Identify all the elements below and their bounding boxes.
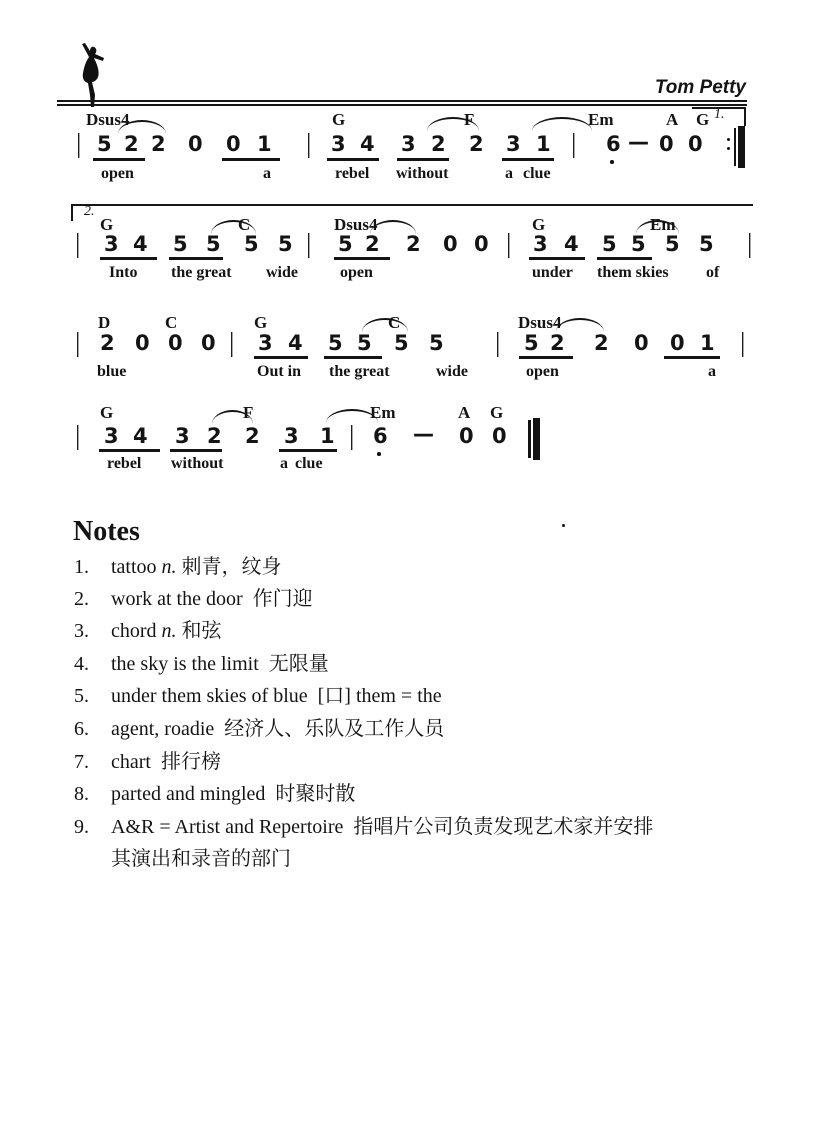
chord-label: Em [650,215,676,234]
top-rule-upper [57,100,747,102]
note-digit: 3 [104,232,119,256]
note-digit: 0 [443,232,458,256]
chord-label: Dsus4 [334,215,378,234]
note-digit: 5 [524,331,539,355]
note-item-en: parted and mingled 时聚时散 [111,783,356,805]
note-item-en: agent, roadie 经济人、乐队及工作人员 [111,718,445,740]
beam-line [169,257,223,260]
barline: | [495,327,501,357]
note-digit: 5 [394,331,409,355]
lyric-word: without [396,165,449,182]
volta1-bracket-tick [744,107,746,126]
note-digit: 6 [606,132,621,156]
note-item-zh: 其演出和录音的部门 [111,848,291,870]
lyric-word: a [505,165,513,182]
beam-line [327,158,379,161]
barline: | [349,420,355,450]
note-digit: 5 [97,132,112,156]
lyric-word: wide [436,363,468,380]
note-digit: 0 [474,232,489,256]
note-item-pos: n. [161,556,177,578]
note-digit: 1 [320,424,335,448]
lyric-word: open [526,363,559,380]
note-digit: 4 [133,232,148,256]
note-item-text [111,620,771,642]
beam-line [93,158,145,161]
lyric-word: a [708,363,716,380]
note-digit: 5 [357,331,372,355]
beam-line [529,257,585,260]
stray-dot [562,524,565,527]
octave-dot [377,452,381,456]
note-item-pos: n. [161,620,177,642]
lyric-word: open [340,264,373,281]
chord-label: G [254,313,268,332]
note-digit: 0 [459,424,474,448]
lyric-word: clue [523,165,551,182]
note-item-en: chord [111,620,162,642]
dancer-icon [76,42,110,108]
note-item-zh: 刺青，纹身 [176,556,282,578]
note-digit: 2 [207,424,222,448]
note-item-number: 3. [74,620,89,642]
beam-line [254,356,308,359]
note-digit: 5 [206,232,221,256]
slur-arc [532,117,592,131]
chord-label: Em [588,110,614,129]
barline: | [76,128,82,158]
note-item-en: work at the door 作门迎 [111,588,313,610]
note-digit: 5 [338,232,353,256]
beam-line [100,257,157,260]
duration-dash: — [413,422,434,446]
chord-label: Dsus4 [518,313,562,332]
chord-label: A [666,110,679,129]
note-digit: 0 [659,132,674,156]
chord-label: C [238,215,251,234]
lyric-word: a [263,165,271,182]
note-item-text [111,685,771,707]
note-item-en: tattoo [111,556,162,578]
beam-line [99,449,160,452]
volta2-label: 2. [84,204,95,219]
volta2-bracket [71,204,753,206]
barline: | [75,228,81,258]
barline: | [740,327,746,357]
note-digit: 0 [634,331,649,355]
note-digit: 1 [536,132,551,156]
note-digit: 2 [406,232,421,256]
note-item-en: chart 排行榜 [111,751,221,773]
note-digit: 6 [373,424,388,448]
beam-line [597,257,652,260]
note-item-en: the sky is the limit 无限量 [111,653,329,675]
chord-label: Em [370,403,396,422]
note-item-text [111,718,771,740]
lyric-word: blue [97,363,127,380]
barline: | [571,128,577,158]
duration-dash: — [628,130,649,154]
barline: | [747,228,753,258]
note-digit: 0 [226,132,241,156]
chord-label: C [388,313,401,332]
note-digit: 2 [550,331,565,355]
barline: | [506,228,512,258]
note-digit: 0 [168,331,183,355]
note-item-text-continuation [111,848,771,870]
notes-title: Notes [73,516,140,547]
note-digit: 2 [124,132,139,156]
note-digit: 3 [284,424,299,448]
note-digit: 3 [175,424,190,448]
note-item-number: 2. [74,588,89,610]
note-digit: 2 [151,132,166,156]
note-digit: 1 [257,132,272,156]
note-digit: 0 [201,331,216,355]
lyric-word: open [101,165,134,182]
chord-label: G [332,110,346,129]
note-digit: 5 [665,232,680,256]
lyric-word: the great [329,363,390,380]
final-barline [533,418,540,460]
note-digit: 5 [699,232,714,256]
note-digit: 2 [469,132,484,156]
note-digit: 2 [431,132,446,156]
note-digit: 0 [135,331,150,355]
chord-label: G [100,403,114,422]
barline: | [75,327,81,357]
repeat-end-sign [734,128,736,166]
chord-label: D [98,313,111,332]
chord-label: G [490,403,504,422]
note-item-text [111,588,771,610]
note-item-text [111,816,771,838]
artist-name: Tom Petty [654,77,746,98]
note-digit: 5 [631,232,646,256]
beam-line [324,356,382,359]
note-digit: 0 [492,424,507,448]
note-digit: 4 [564,232,579,256]
lyric-word: a [280,455,288,472]
note-digit: 5 [278,232,293,256]
lyric-word: them skies [597,264,669,281]
lyric-word: under [532,264,573,281]
top-rule-lower [57,104,747,106]
barline: | [229,327,235,357]
note-digit: 3 [533,232,548,256]
barline: | [306,228,312,258]
beam-line [502,158,554,161]
lyric-word: Out in [257,363,302,380]
beam-line [334,257,390,260]
note-item-en: under them skies of blue [口] them = the [111,685,442,707]
chord-label: G [100,215,114,234]
lyric-word: rebel [335,165,370,182]
chord-label: F [243,403,254,422]
note-digit: 0 [670,331,685,355]
chord-label: F [464,110,475,129]
note-digit: 2 [245,424,260,448]
beam-line [664,356,720,359]
note-digit: 0 [188,132,203,156]
note-item-number: 9. [74,816,89,838]
note-digit: 3 [258,331,273,355]
chord-label: C [165,313,178,332]
beam-line [279,449,337,452]
note-digit: 3 [401,132,416,156]
note-item-text [111,556,771,578]
final-barline [528,420,531,458]
note-digit: 5 [429,331,444,355]
beam-line [222,158,280,161]
chord-label: A [458,403,471,422]
note-item-text [111,783,771,805]
note-digit: 4 [288,331,303,355]
chord-label: Dsus4 [86,110,130,129]
slur-arc [362,318,408,332]
note-item-number: 5. [74,685,89,707]
lyric-word: without [171,455,224,472]
note-item-number: 4. [74,653,89,675]
note-digit: 5 [602,232,617,256]
note-item-number: 6. [74,718,89,740]
barline: | [306,128,312,158]
note-digit: 2 [100,331,115,355]
lyric-word: wide [266,264,298,281]
note-digit: 4 [360,132,375,156]
note-digit: 3 [331,132,346,156]
note-item-number: 7. [74,751,89,773]
note-item-text [111,751,771,773]
volta2-bracket-tick [71,204,73,221]
lyric-word: of [706,264,720,281]
note-digit: 3 [506,132,521,156]
beam-line [519,356,573,359]
barline: | [75,420,81,450]
volta1-label: 1. [714,107,725,122]
lyric-word: rebel [107,455,142,472]
note-item-en: A&R = Artist and Repertoire 指唱片公司负责发现艺术家并安排 [111,816,654,838]
repeat-dot [727,147,730,150]
octave-dot [610,160,614,164]
note-digit: 5 [328,331,343,355]
note-digit: 2 [365,232,380,256]
note-item-text [111,653,771,675]
slur-arc [556,318,604,332]
repeat-end-sign [738,126,745,168]
note-item-number: 1. [74,556,89,578]
note-item-number: 8. [74,783,89,805]
note-item-zh: 和弦 [176,620,222,642]
beam-line [170,449,222,452]
note-digit: 5 [244,232,259,256]
note-digit: 4 [133,424,148,448]
chord-label: G [532,215,546,234]
lyric-word: Into [109,264,138,281]
note-digit: 0 [688,132,703,156]
note-digit: 1 [700,331,715,355]
repeat-dot [727,138,730,141]
chord-label: G [696,110,710,129]
lyric-word: clue [295,455,323,472]
beam-line [397,158,449,161]
lyric-word: the great [171,264,232,281]
note-digit: 2 [594,331,609,355]
note-digit: 3 [104,424,119,448]
note-digit: 5 [173,232,188,256]
